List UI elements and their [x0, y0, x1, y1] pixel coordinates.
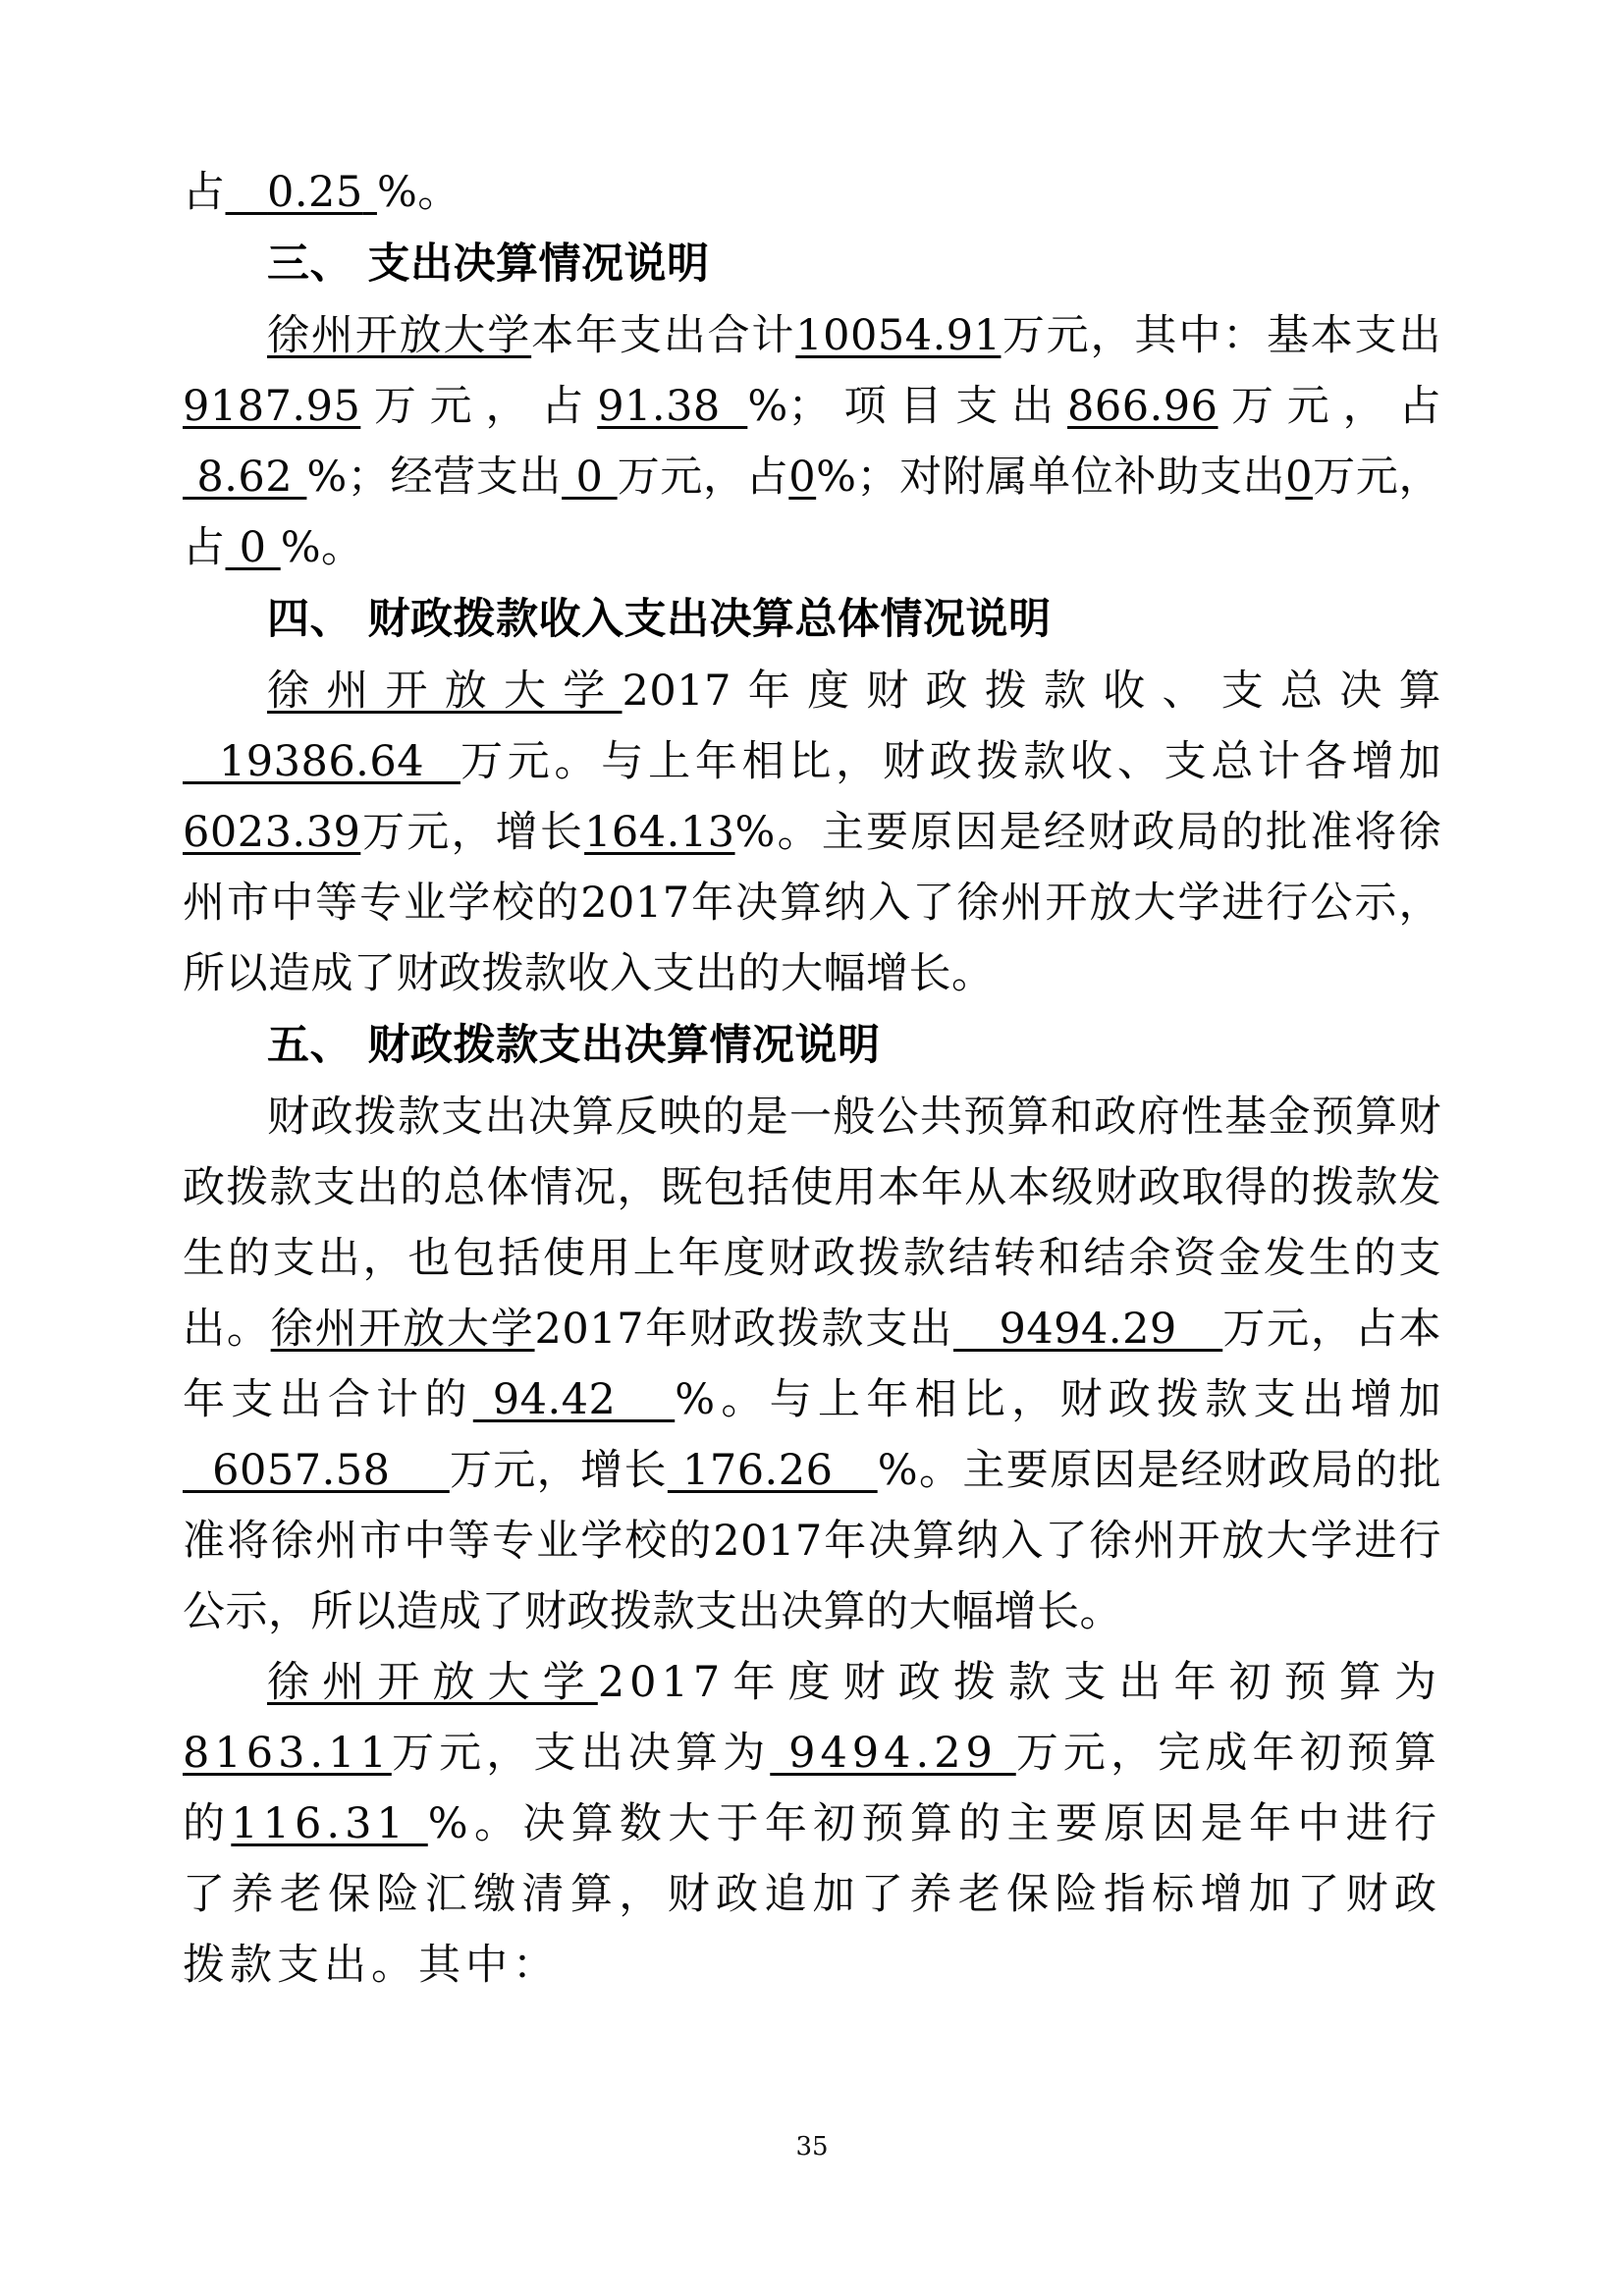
text-run: %。决算数大于年初预算的主要原因是年中进行了养老保险汇缴清算，财政追加了养老保险指标增加了财政拨款支出。其中： [183, 1799, 1442, 1990]
text-run: %。主要原因是经财政局的批准将徐州市中等专业学校的2017年决算纳入了徐州开放大学进行公示，所以造成了财政拨款支出决算的大幅增长。 [183, 1446, 1442, 1636]
text-run: 万元，增长 [449, 1446, 668, 1495]
text-run: %；对附属单位补助支出 [816, 453, 1286, 502]
text-run: %。 [280, 523, 364, 572]
text-run: 万元，占 [617, 453, 789, 502]
text-run: 万元。与上年相比，财政拨款收、支总计各增加 [460, 737, 1442, 786]
text-run: 万元，占 [183, 453, 1442, 572]
section-4-paragraph-1 [183, 656, 1441, 1009]
blank-value: 0 [562, 453, 618, 502]
section-heading-5: 五、 财政拨款支出决算情况说明 [267, 1021, 881, 1070]
blank-value: 6057.58 [183, 1446, 450, 1495]
continuation-prefix: 占 [183, 168, 226, 217]
blank-value: 0 [788, 453, 817, 502]
blank-value: 8163.11 [183, 1729, 392, 1778]
organization-name: 徐州开放大学 [267, 311, 532, 360]
section-heading-3: 三、 支出决算情况说明 [267, 240, 710, 289]
blank-value: 91.38 [597, 382, 748, 431]
text-run: %；项目支出 [747, 382, 1068, 431]
text-run: 万元，完成年初预算的 [183, 1729, 1442, 1848]
organization-name: 徐州开放大学 [267, 667, 623, 716]
text-run: 2017年度财政拨款支出年初预算为 [597, 1658, 1441, 1707]
text-run: 万元，占 [1218, 382, 1441, 431]
text-run: %。主要原因是经财政局的批准将徐州市中等专业学校的2017年决算纳入了徐州开放大学进行公示，所以造成了财政拨款收入支出的大幅增长。 [183, 808, 1442, 998]
organization-name: 徐州开放大学 [270, 1305, 535, 1354]
text-run: 万元，占 [360, 382, 598, 431]
blank-value: 6023.39 [183, 808, 361, 857]
section-5-paragraph-1 [183, 1082, 1441, 1647]
text-run: %；经营支出 [306, 453, 563, 502]
blank-value: 9494.29 [953, 1305, 1223, 1354]
blank-value: 94.42 [472, 1375, 676, 1424]
organization-name: 徐州开放大学 [267, 1658, 598, 1707]
blank-value: 176.26 [667, 1446, 878, 1495]
blank-value: 19386.64 [183, 737, 460, 786]
continuation-suffix: %。 [376, 168, 460, 217]
blank-value: 9187.95 [183, 382, 361, 431]
text-run: %。与上年相比，财政拨款支出增加 [675, 1375, 1442, 1424]
continuation-line [183, 157, 1441, 228]
text-run: 2017年财政拨款支出 [534, 1305, 954, 1354]
page-content [183, 157, 1441, 2001]
text-run: 万元，其中：基本支出 [1001, 311, 1442, 360]
blank-value: 10054.91 [795, 311, 1001, 360]
blank-value: 8.62 [183, 453, 307, 502]
blank-value: 116.31 [231, 1799, 428, 1848]
section-heading-4: 四、 财政拨款收入支出决算总体情况说明 [267, 595, 1052, 644]
text-run: 万元，增长 [360, 808, 585, 857]
blank-value: 0 [1285, 453, 1314, 502]
section-3-paragraph-1 [183, 300, 1441, 583]
text-run: 万元，占本年支出合计的 [183, 1305, 1442, 1424]
continuation-value: 0.25 [267, 168, 363, 217]
blank-value: 0 [225, 523, 281, 572]
text-run: 财政拨款支出决算反映的是一般公共预算和政府性基金预算财政拨款支出的总体情况，既包括使用本年从本级财政取得的拨款发生的支出，也包括使用上年度财政拨款结转和结余资金发生的支出。 [183, 1093, 1441, 1354]
blank-value: 9494.29 [770, 1729, 1016, 1778]
text-run: 万元，支出决算为 [391, 1729, 771, 1778]
blank-value: 164.13 [584, 808, 735, 857]
text-run: 2017年度财政拨款收、支总决算 [622, 667, 1442, 716]
text-run: 本年支出合计 [531, 311, 796, 360]
page-number: 35 [795, 2132, 829, 2162]
blank-value: 866.96 [1067, 382, 1218, 431]
section-5-paragraph-2 [183, 1647, 1441, 2001]
